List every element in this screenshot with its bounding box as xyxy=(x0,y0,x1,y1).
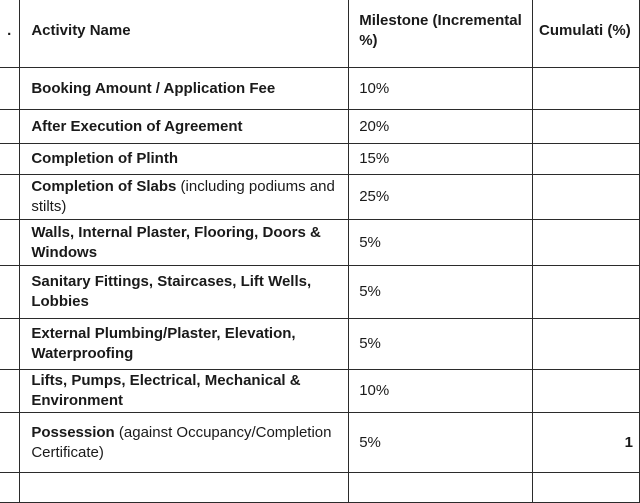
table-row xyxy=(0,413,640,473)
milestone-value: 25% xyxy=(359,188,390,205)
serial-cell xyxy=(0,413,20,473)
serial-cell xyxy=(0,144,20,175)
header-serial-number xyxy=(0,0,20,68)
serial-cell xyxy=(0,68,20,110)
activity-name: Completion of Plinth xyxy=(31,150,178,167)
activity-name: After Execution of Agreement xyxy=(31,117,243,135)
activity-name: Lifts, Pumps, Electrical, Mechanical & Environment xyxy=(31,372,301,409)
cumulative-cell xyxy=(533,144,640,175)
table-row xyxy=(0,266,640,319)
milestone-value: 10% xyxy=(359,79,390,97)
milestone-value: 10% xyxy=(359,382,390,399)
cumulative-cell xyxy=(533,175,640,220)
serial-cell xyxy=(0,175,20,220)
header-cumulative xyxy=(533,0,640,68)
activity-name: Walls, Internal Plaster, Flooring, Doors & Windows xyxy=(31,223,321,261)
header-milestone xyxy=(349,0,533,68)
milestone-cell xyxy=(349,220,533,266)
serial-cell xyxy=(0,110,20,144)
activity-cell xyxy=(20,319,349,370)
header-serial-number-text: . xyxy=(7,21,12,39)
activity-cell xyxy=(20,220,349,266)
activity-name: Completion of Slabs xyxy=(31,178,177,195)
table-row xyxy=(0,473,640,503)
cumulative-cell xyxy=(533,266,640,319)
activity-cell xyxy=(20,110,349,144)
table-row xyxy=(0,110,640,144)
table-row xyxy=(0,175,640,220)
activity-cell xyxy=(20,266,349,319)
cumulative-cell xyxy=(533,413,640,473)
serial-cell xyxy=(0,220,20,266)
milestone-cell xyxy=(349,319,533,370)
serial-cell xyxy=(0,266,20,319)
milestone-value: 15% xyxy=(359,150,390,167)
cumulative-cell xyxy=(533,370,640,413)
cumulative-cell xyxy=(533,68,640,110)
milestone-value: 5% xyxy=(359,433,381,451)
milestone-value: 5% xyxy=(359,233,381,251)
milestone-cell xyxy=(349,110,533,144)
header-activity-name xyxy=(20,0,349,68)
table-header-row xyxy=(0,0,640,68)
cumulative-cell xyxy=(533,319,640,370)
activity-name: Booking Amount / Application Fee xyxy=(31,79,276,97)
activity-cell xyxy=(20,370,349,413)
activity-cell xyxy=(20,68,349,110)
table-row xyxy=(0,220,640,266)
header-activity-name-text: Activity Name xyxy=(31,21,131,39)
activity-cell xyxy=(20,413,349,473)
table-row xyxy=(0,144,640,175)
serial-cell xyxy=(0,319,20,370)
activity-name: External Plumbing/Plaster, Elevation, Waterproofing xyxy=(31,325,296,362)
header-cumulative-text: Cumulati (%) xyxy=(539,21,631,39)
milestone-value: 5% xyxy=(359,283,381,300)
milestone-cell xyxy=(349,68,533,110)
milestone-cell xyxy=(349,266,533,319)
cumulative-cell xyxy=(533,110,640,144)
activity-name: Sanitary Fittings, Staircases, Lift Wells, Lobbies xyxy=(31,273,312,310)
serial-cell xyxy=(0,370,20,413)
milestone-cell xyxy=(349,413,533,473)
activity-note: (including podiums and stilts) xyxy=(31,178,335,215)
milestone-cell xyxy=(349,370,533,413)
activity-name: Possession xyxy=(31,423,115,441)
cumulative-cell xyxy=(533,473,640,503)
cumulative-value: 1 xyxy=(624,433,633,451)
header-milestone-text: Milestone (Incremental %) xyxy=(359,11,522,49)
milestone-cell xyxy=(349,473,533,503)
activity-note: (against Occupancy/Completion Certificate) xyxy=(31,423,332,461)
activity-cell xyxy=(20,144,349,175)
milestone-value: 20% xyxy=(359,117,390,135)
milestone-cell xyxy=(349,144,533,175)
milestone-value: 5% xyxy=(359,335,381,352)
table-row xyxy=(0,68,640,110)
serial-cell xyxy=(0,473,20,503)
activity-cell xyxy=(20,175,349,220)
cumulative-cell xyxy=(533,220,640,266)
activity-cell xyxy=(20,473,349,503)
table-row xyxy=(0,370,640,413)
table-row xyxy=(0,319,640,370)
milestone-cell xyxy=(349,175,533,220)
